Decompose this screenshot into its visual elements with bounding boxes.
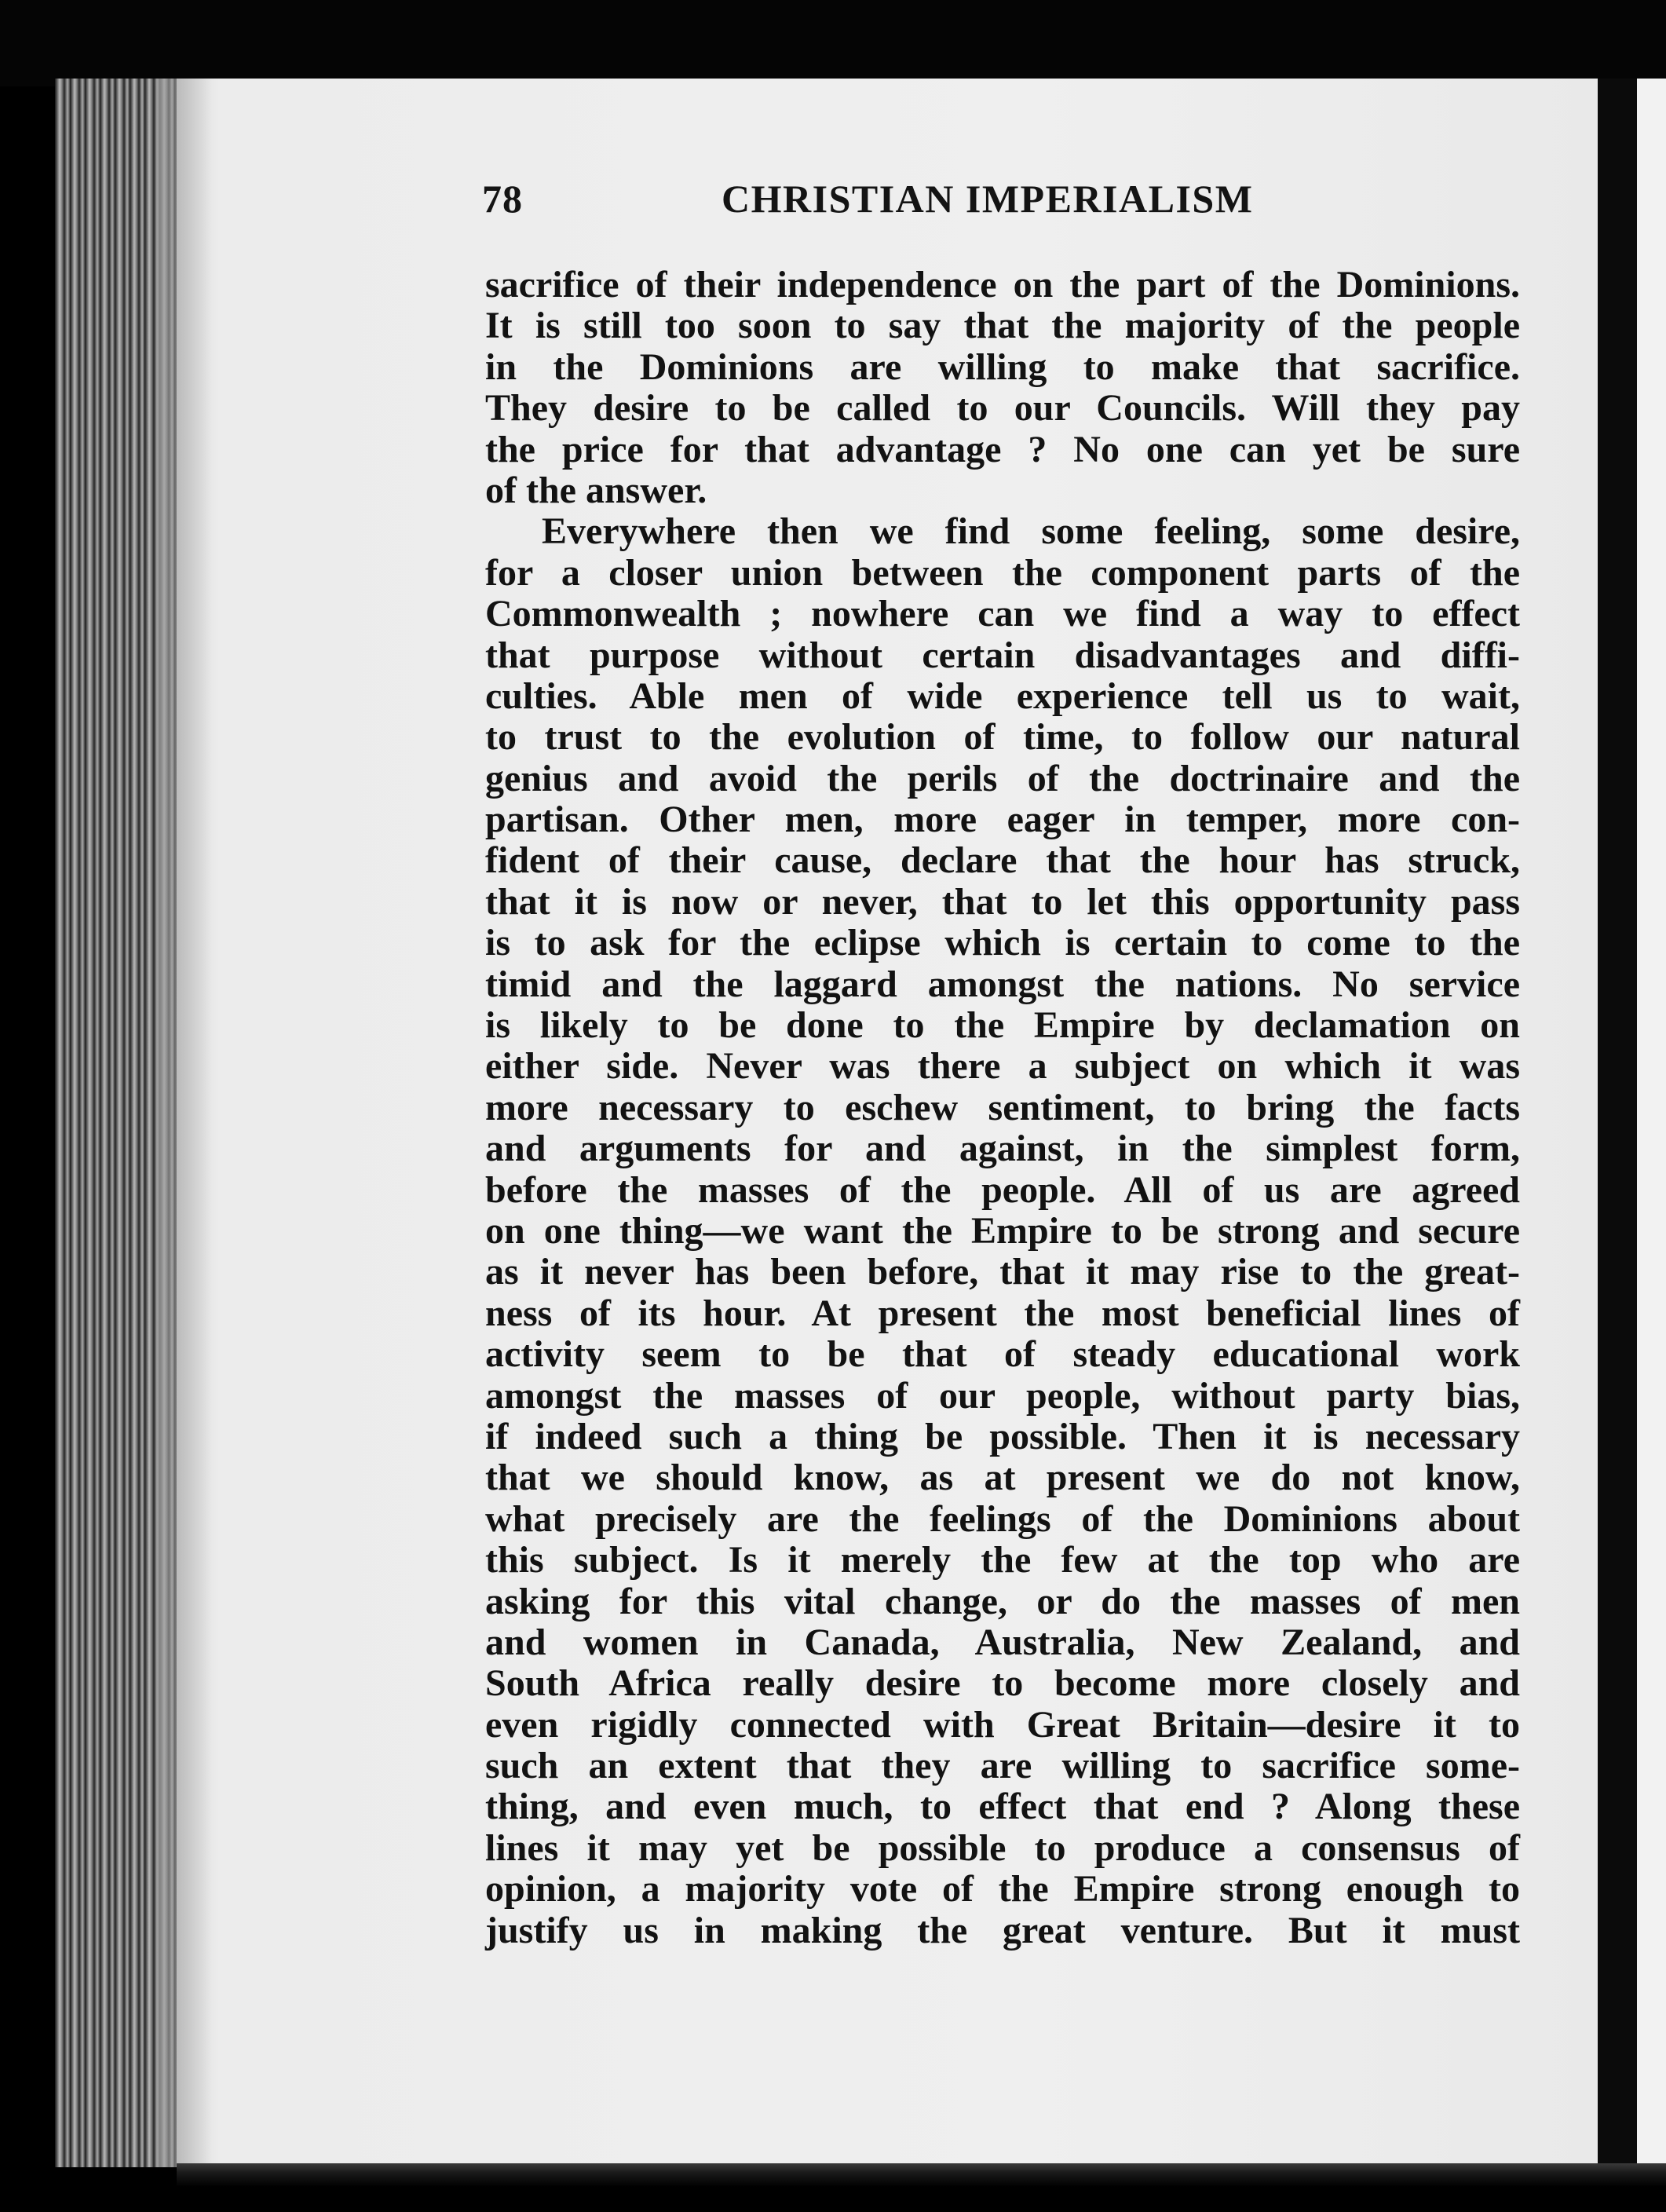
text-line: that purpose without certain disadvantages and diffi- bbox=[485, 634, 1520, 676]
text-line: as it never has been before, that it may rise to the great- bbox=[485, 1251, 1520, 1293]
text-line: activity seem to be that of steady educational work bbox=[485, 1333, 1520, 1376]
text-line: that we should know, as at present we do not know, bbox=[485, 1457, 1520, 1499]
text-line: ness of its hour. At present the most beneficial lines of bbox=[485, 1292, 1520, 1334]
text-line: It is still too soon to say that the majority of the people bbox=[485, 305, 1520, 347]
paragraph bbox=[485, 511, 1520, 1951]
text-line: either side. Never was there a subject on which it was bbox=[485, 1045, 1520, 1088]
text-line: for a closer union between the component parts of the bbox=[485, 551, 1520, 594]
text-line: timid and the laggard amongst the nations. No service bbox=[485, 963, 1520, 1005]
text-line: culties. Able men of wide experience tell us to wait, bbox=[485, 675, 1520, 717]
facing-page-edge bbox=[1637, 79, 1666, 2183]
text-line: and women in Canada, Australia, New Zealand, and bbox=[485, 1621, 1520, 1663]
text-line: the price for that advantage ? No one can yet be sure bbox=[485, 428, 1520, 470]
text-line: in the Dominions are willing to make that sacrifice. bbox=[485, 346, 1520, 388]
text-line: thing, and even much, to effect that end ? Along these bbox=[485, 1786, 1520, 1828]
text-line: more necessary to eschew sentiment, to bring the facts bbox=[485, 1086, 1520, 1128]
text-line: partisan. Other men, more eager in temper, more con- bbox=[485, 799, 1520, 841]
text-line: fident of their cause, declare that the hour has struck, bbox=[485, 839, 1520, 882]
page-number: 78 bbox=[482, 177, 523, 221]
text-line: if indeed such a thing be possible. Then it is necessary bbox=[485, 1415, 1520, 1457]
text-line: such an extent that they are willing to sacrifice some- bbox=[485, 1745, 1520, 1787]
text-line: that it is now or never, that to let this opportunity pass bbox=[485, 880, 1520, 923]
text-line: lines it may yet be possible to produce a consensus of bbox=[485, 1826, 1520, 1869]
text-line: Commonwealth ; nowhere can we find a way to effect bbox=[485, 593, 1520, 635]
text-line: and arguments for and against, in the simplest form, bbox=[485, 1128, 1520, 1170]
scan-top-border bbox=[0, 0, 1666, 86]
text-line: They desire to be called to our Councils. Will they pay bbox=[485, 387, 1520, 430]
body-text bbox=[485, 265, 1520, 1951]
text-line: of the answer. bbox=[485, 469, 707, 511]
text-line: is likely to be done to the Empire by declamation on bbox=[485, 1004, 1520, 1047]
text-line: even rigidly connected with Great Britain—desire it to bbox=[485, 1703, 1520, 1746]
text-line: before the masses of the people. All of us are agreed bbox=[485, 1168, 1520, 1211]
text-line: on one thing—we want the Empire to be strong and secure bbox=[485, 1209, 1520, 1252]
page-header bbox=[482, 176, 1518, 231]
text-line: Everywhere then we find some feeling, some desire, bbox=[542, 510, 1520, 553]
text-line: amongst the masses of our people, without party bias, bbox=[485, 1374, 1520, 1417]
text-line: South Africa really desire to become more closely and bbox=[485, 1662, 1520, 1705]
text-line: justify us in making the great venture. But it must bbox=[485, 1909, 1520, 1951]
text-line: sacrifice of their independence on the part of the Dominions. bbox=[485, 264, 1520, 305]
text-line: to trust to the evolution of time, to follow our natural bbox=[485, 716, 1520, 759]
text-line: is to ask for the eclipse which is certain to come to the bbox=[485, 922, 1520, 964]
text-line: this subject. Is it merely the few at the top who are bbox=[485, 1539, 1520, 1581]
running-head: CHRISTIAN IMPERIALISM bbox=[722, 177, 1254, 221]
right-page-border bbox=[1598, 79, 1637, 2183]
text-line: opinion, a majority vote of the Empire strong enough to bbox=[485, 1868, 1520, 1910]
gutter-shadow bbox=[157, 79, 212, 2167]
text-line: genius and avoid the perils of the doctrinaire and the bbox=[485, 757, 1520, 799]
text-line: what precisely are the feelings of the Dominions about bbox=[485, 1497, 1520, 1540]
paragraph bbox=[485, 265, 1520, 511]
text-line: asking for this vital change, or do the masses of men bbox=[485, 1580, 1520, 1622]
scan-bottom-border bbox=[177, 2163, 1666, 2212]
